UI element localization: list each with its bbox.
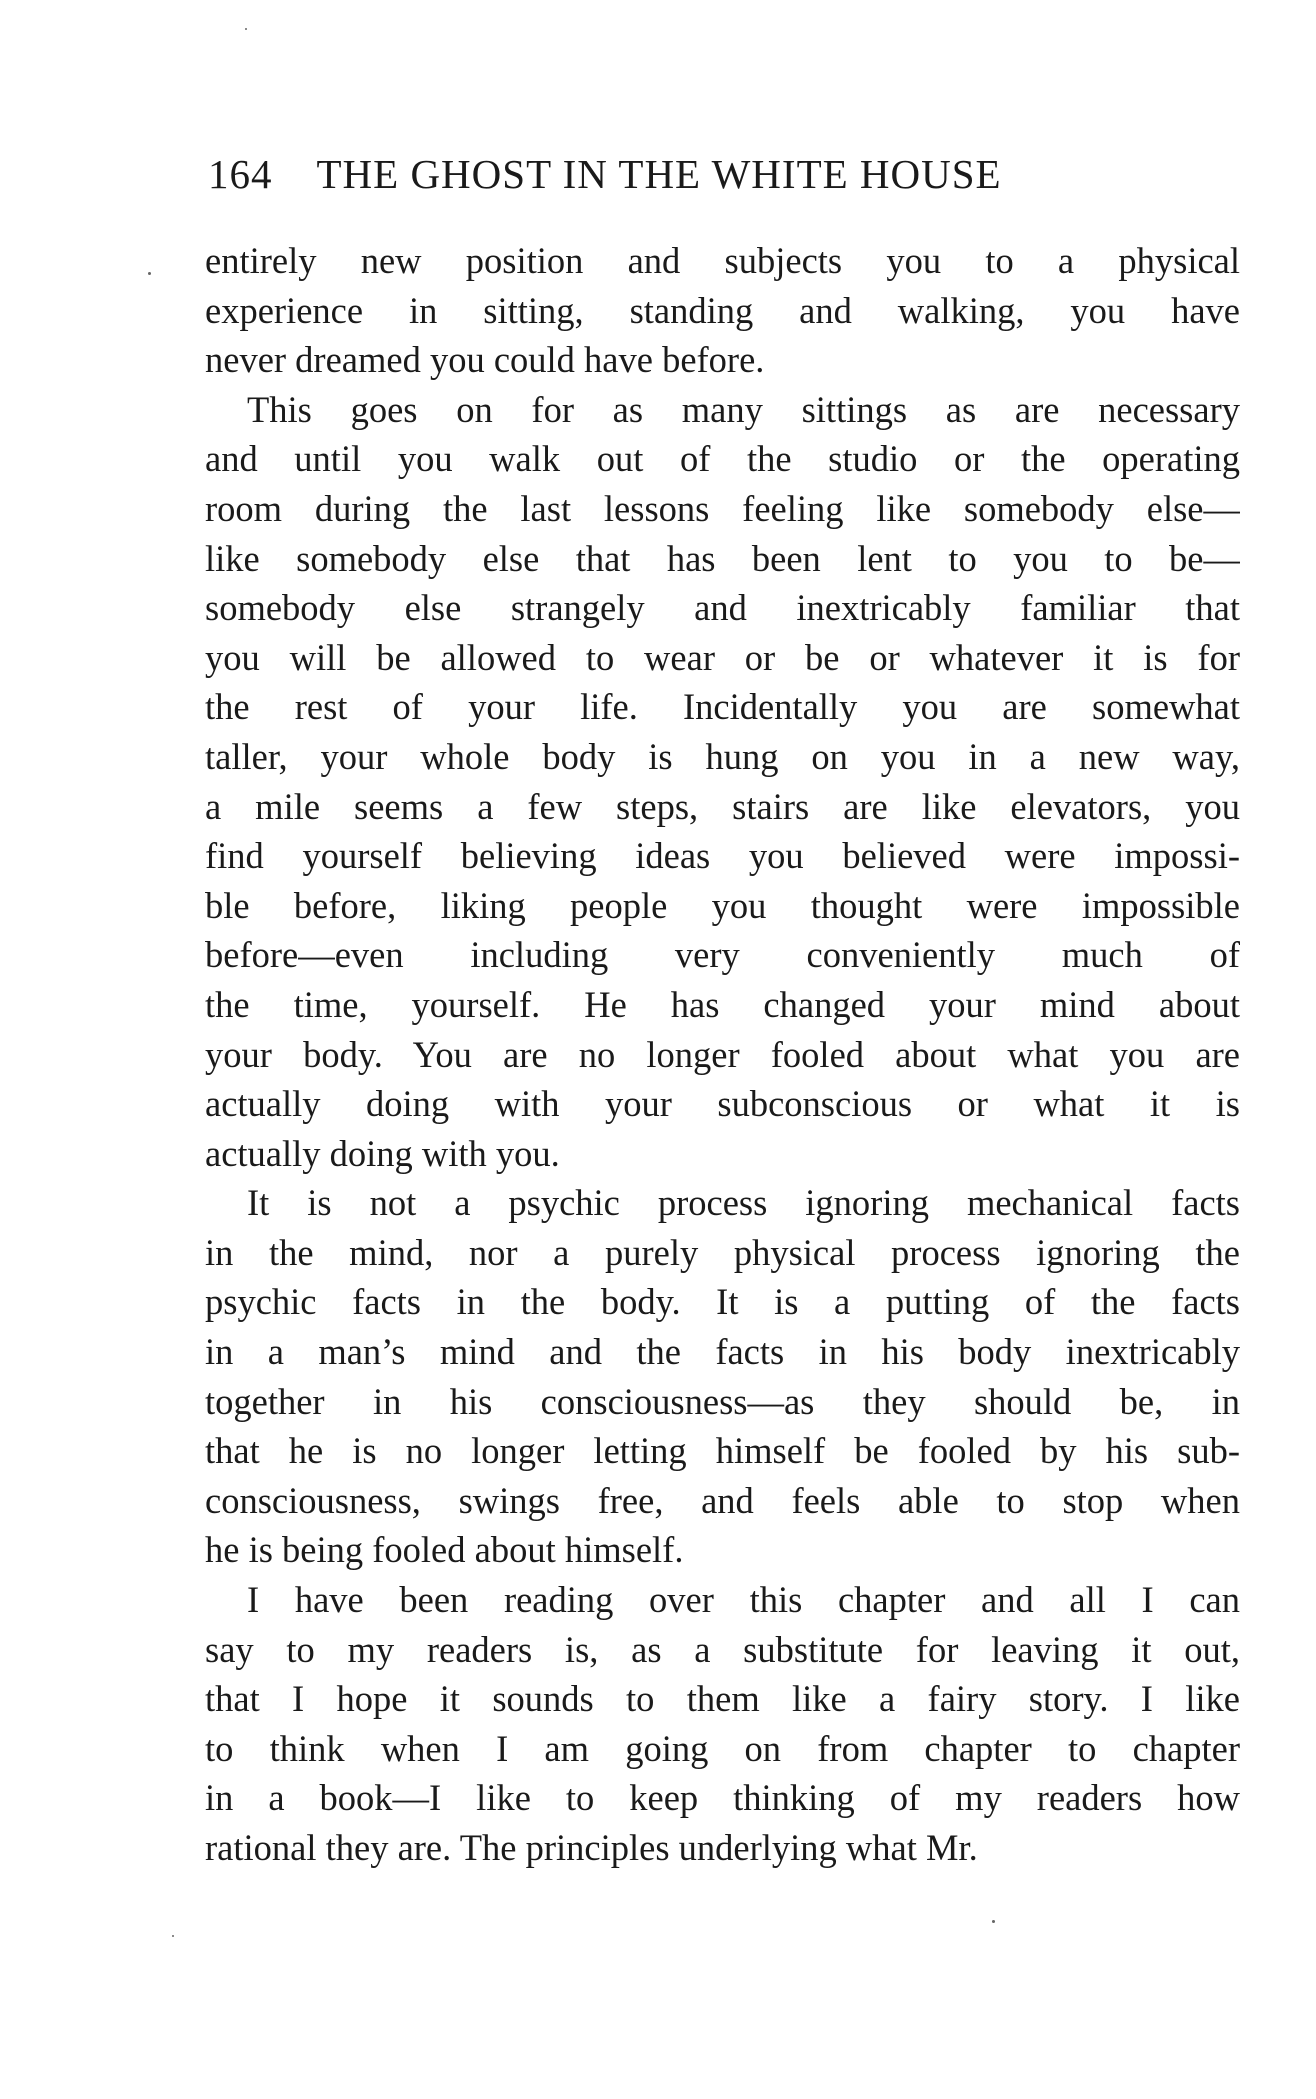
text-line: to think when I am going on from chapter to chapter [205,1727,1240,1769]
text-line: your body. You are no longer fooled about what you are [205,1033,1240,1075]
text-line: This goes on for as many sittings as are necessary [247,388,1240,430]
text-line: in a book—I like to keep thinking of my readers how [205,1777,1240,1819]
scan-speck [992,1920,995,1923]
paragraph [205,1178,1240,1575]
text-line: It is not a psychic process ignoring mechanical facts [247,1182,1240,1224]
text-line: never dreamed you could have before. [205,339,765,381]
paragraph [205,1575,1240,1873]
text-line: before—even including very conveniently much of [205,934,1240,976]
text-line: in the mind, nor a purely physical process ignoring the [205,1231,1240,1273]
paragraph [205,236,1240,385]
running-title: THE GHOST IN THE WHITE HOUSE [316,151,1002,197]
text-line: actually doing with your subconscious or what it is [205,1083,1240,1125]
page-number: 164 [208,151,273,197]
scan-speck [148,272,151,275]
text-line: entirely new position and subjects you to a physical [205,240,1240,281]
text-line: consciousness, swings free, and feels able to stop when [205,1479,1240,1521]
text-line: the rest of your life. Incidentally you are somewhat [205,686,1240,728]
paragraph [205,385,1240,1179]
text-line: that I hope it sounds to them like a fairy story. I like [205,1678,1240,1720]
text-line: the time, yourself. He has changed your mind about [205,983,1240,1025]
text-line: experience in sitting, standing and walking, you have [205,289,1240,331]
text-line: together in his consciousness—as they should be, in [205,1380,1240,1422]
text-line: that he is no longer letting himself be fooled by his sub- [205,1430,1240,1472]
text-line: he is being fooled about himself. [205,1529,684,1571]
text-line: say to my readers is, as a substitute for leaving it out, [205,1628,1240,1670]
text-line: you will be allowed to wear or be or whatever it is for [205,636,1240,678]
scan-speck [245,28,247,30]
text-line: room during the last lessons feeling like somebody else— [205,487,1240,529]
text-line: actually doing with you. [205,1132,560,1174]
text-line: ble before, liking people you thought were impossible [205,884,1240,926]
running-header [208,150,1248,198]
text-line: like somebody else that has been lent to you to be— [205,537,1240,579]
text-line: psychic facts in the body. It is a putting of the facts [205,1281,1240,1323]
text-line: rational they are. The principles underlying what Mr. [205,1827,978,1868]
text-line: in a man’s mind and the facts in his body inextricably [205,1331,1240,1373]
text-line: find yourself believing ideas you believed were impossi- [205,835,1240,877]
text-line: taller, your whole body is hung on you in a new way, [205,735,1240,777]
text-line: I have been reading over this chapter and all I can [247,1579,1240,1621]
text-line: a mile seems a few steps, stairs are like elevators, you [205,785,1240,827]
text-line: and until you walk out of the studio or the operating [205,438,1240,480]
text-line: somebody else strangely and inextricably familiar that [205,587,1240,629]
scan-speck [172,1935,174,1937]
body-text [205,236,1240,1873]
